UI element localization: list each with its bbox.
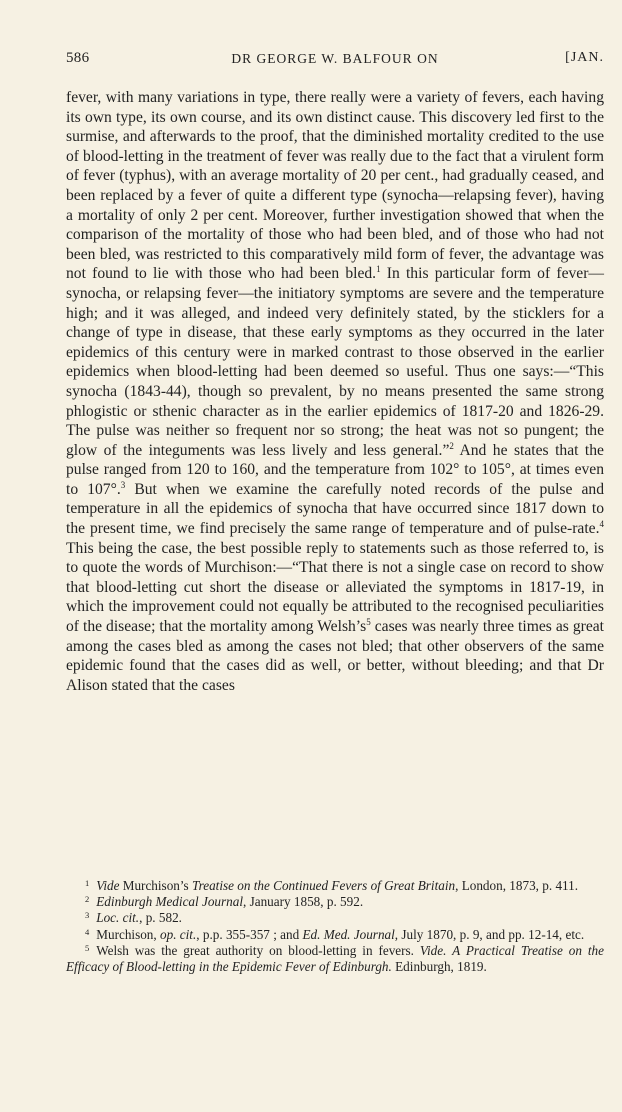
footnote-mark: 5 (85, 942, 90, 953)
footnote-italic: Vide. A Practical Treatise on the Efficacy of Blood-letting in the Epidemic Fever of Edinburgh. (66, 942, 604, 975)
footnote-text: Edinburgh, 1819. (391, 959, 487, 975)
footnote-ref: 3 (120, 479, 126, 490)
footnote-text: Murchison’s (119, 878, 192, 893)
footnote (66, 927, 604, 943)
running-header (66, 50, 604, 72)
text-run: fever, with many variations in type, there really were a variety of fevers, each having its own type, its own course, and its own distinct cause. This discovery led first to the surmise, and afterwards to the proof, that the diminished mortality credited to the use of blood-letting in the treatment of fever was really due to the fact that a virulent form of fever (typhus), with an average mortality of 20 per cent., had gradually ceased, and been replaced by a fever of quite a different type (synocha—relapsing fever), having a mortality of only 2 per cent. Moreover, further investigation showed that when the comparison of the mortality of those who had been bled, and of those who had not been bled, was restricted to this comparatively mild form of fever, the advantage was not found to lie with those who had been bled. (66, 89, 604, 283)
footnote-ref: 2 (449, 440, 454, 451)
footnote-italic: Loc. cit. (96, 910, 140, 926)
text-run: This being the case, the best possible reply to statements such as those referred to, is to quote the words of Murchison:—“That there is not a single case on record to show that blood-letting cut short the disease or alleviated the symptoms in 1817-19, in which the improvement could not equally be attributed to the recognised peculiarities of the disease; that the mortality among Welsh’s (66, 539, 604, 636)
footnote-italic: op. cit. (160, 926, 197, 942)
body-text (66, 88, 604, 695)
footnote (66, 878, 604, 894)
footnote-italic: Vide (96, 878, 120, 893)
footnote-ref: 5 (366, 617, 371, 628)
footnote-italic: Treatise on the Continued Fevers of Great Britain (191, 878, 456, 893)
page-number: 586 (66, 50, 90, 66)
running-title: DR GEORGE W. BALFOUR ON (231, 51, 439, 66)
footnote-ref: 4 (599, 519, 604, 530)
footnote-text: , p. 582. (139, 910, 182, 926)
footnotes (66, 878, 604, 975)
footnote (66, 910, 604, 926)
footnote-italic: Ed. Med. Journal (302, 926, 395, 942)
text-run: And he states that the pulse ranged from 120 to 160, and the temperature from 102° to 105°, at times even to 107°. (66, 441, 604, 498)
footnote-mark: 1 (85, 878, 90, 888)
footnote (66, 894, 604, 910)
header-month: [JAN. (565, 50, 604, 65)
footnote-italic: Edinburgh Medical Journal (96, 894, 243, 910)
footnote-text: , London, 1873, p. 411. (455, 878, 579, 893)
body-paragraph (66, 88, 604, 695)
footnote-text: Welsh was the great authority on blood-letting in fevers. (96, 942, 420, 958)
footnote-text: , p.p. 355-357 ; and (196, 926, 303, 942)
footnote-mark: 2 (85, 894, 90, 905)
footnote (66, 943, 604, 975)
text-run: cases was nearly three times as great among the cases bled as among the cases not bled; that other observers of the same epidemic found that the cases did as well, or better, without bleeding; and that Dr Alison stated that the cases (66, 618, 604, 694)
text-run: In this particular form of fever—synocha, or relapsing fever—the initiatory symptoms are severe and the temperature high; and it was alleged, and indeed very definitely stated, by the sticklers for a change of type in disease, that these early symptoms as they occurred in the later epidemics of this century were in marked contrast to those observed in the earlier epidemics when blood-letting had been deemed so useful. Thus one says:—“This synocha (1843-44), though so prevalent, by no means presented the same strong phlogistic or sthenic character as in the earlier epidemics of 1817-20 and 1826-29. The pulse was neither so frequent nor so strong; the heat was not so pungent; the glow of the integuments was less lively and less general.” (66, 265, 604, 459)
footnote-text: , July 1870, p. 9, and pp. 12-14, etc. (394, 926, 585, 942)
text-run: But when we examine the carefully noted records of the pulse and temperature in all the epidemics of synocha that have occurred since 1817 down to the present time, we find precisely the same range of temperature and of pulse-rate. (66, 480, 604, 538)
footnote-mark: 3 (85, 910, 90, 921)
footnote-text: , January 1858, p. 592. (243, 894, 364, 910)
footnote-text: Murchison, (96, 926, 160, 942)
footnote-mark: 4 (85, 926, 90, 937)
footnote-ref: 1 (376, 264, 381, 275)
